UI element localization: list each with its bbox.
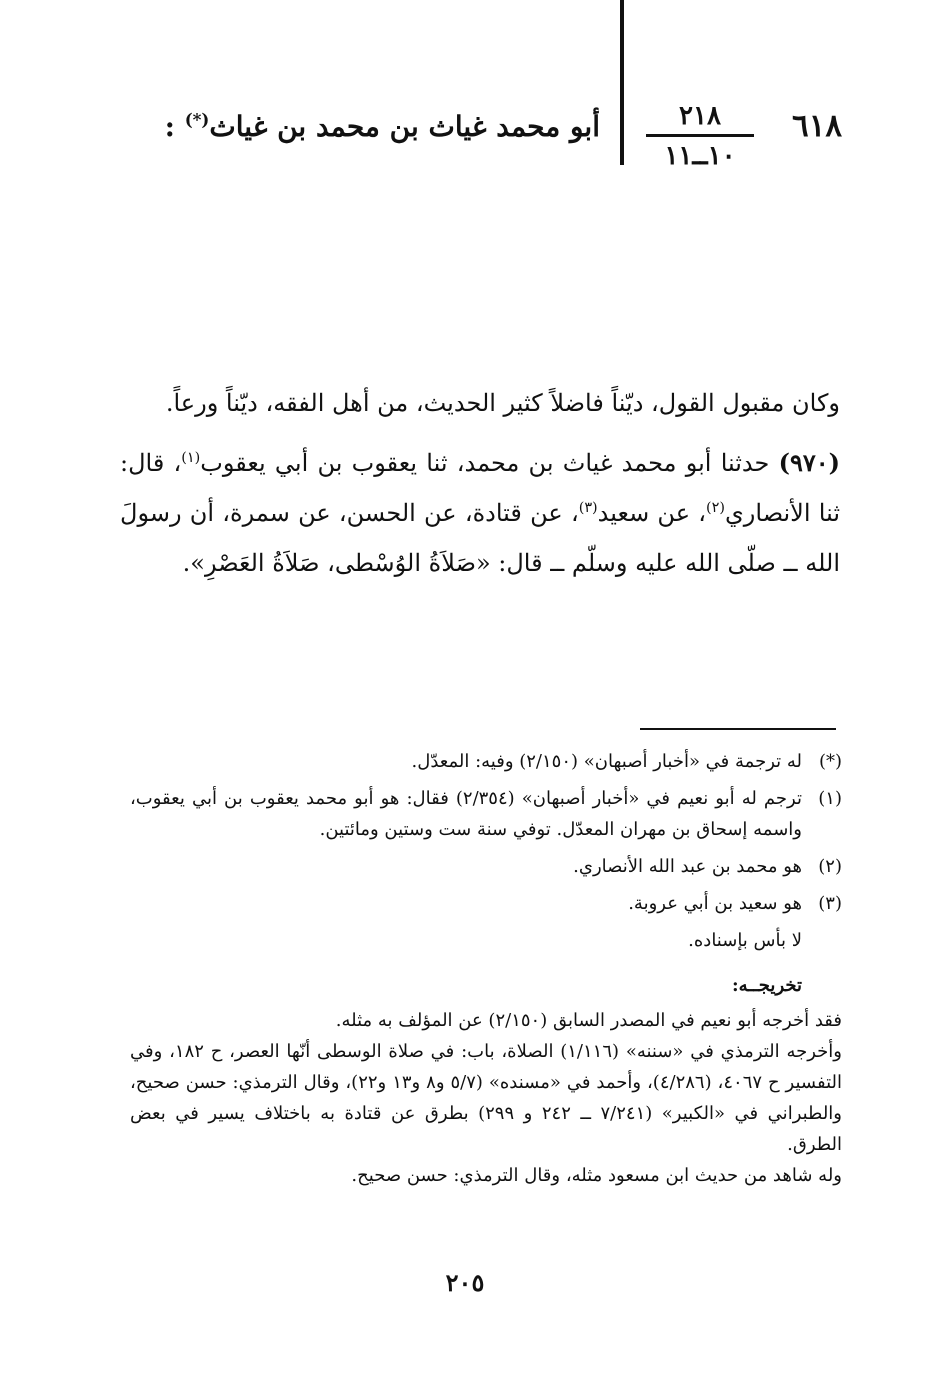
footnote-text: هو سعيد بن أبي عروبة.	[628, 893, 802, 914]
footnote-ref-1: (١)	[181, 450, 201, 466]
entry-title-colon: :	[164, 110, 175, 143]
page-number: ٢٠٥	[445, 1268, 485, 1297]
footnote-3	[130, 888, 842, 919]
footnote-text: له ترجمة في «أخبار أصبهان» (٢/١٥٠) وفيه: المعدّل.	[411, 751, 802, 772]
entry-title-footnote-mark: (*)	[184, 109, 210, 130]
footnotes	[130, 746, 842, 1191]
footnote-text: هو محمد بن عبد الله الأنصاري.	[573, 856, 802, 877]
entry-title	[150, 110, 600, 143]
hadith-chain-2: ، قال: ثنا الأنصاري	[120, 449, 841, 527]
takhrij-heading: تخريجــه:	[731, 975, 802, 996]
takhrij-paragraph: فقد أخرجه أبو نعيم في المصدر السابق (٢/١٥٠) عن المؤلف به مثله.	[335, 1010, 842, 1031]
entry-number: ٦١٨	[792, 108, 842, 144]
reference-top: ٢١٨	[679, 101, 721, 131]
reference-bottom: ١٠ــ١١	[664, 141, 736, 171]
entry-title-text: أبو محمد غياث بن محمد بن غياث	[209, 110, 600, 143]
main-text	[120, 378, 840, 598]
footnote-mark: (٣)	[818, 893, 842, 914]
grading-note: لا بأس بإسناده.	[688, 930, 802, 951]
footnote-1	[130, 783, 842, 845]
takhrij-paragraph: وأخرجه الترمذي في «سننه» (١/١١٦) الصلاة، باب: في صلاة الوسطى أنّها العصر، ح ١٨٢، وفي التفسير ح ٤٠٦٧، (٤/٢٨٦)، وأحمد في «مسنده» (٥/٧ و٨ و١٣ و٢٢)، وقال الترمذي: حسن صحيح، والطبراني في «الكبير» (٧/٢٤١ ــ ٢٤٢ و ٢٩٩) بطرق عن قتادة به باختلاف يسير في بعض الطرق.	[130, 1041, 842, 1155]
header-vertical-rule	[620, 0, 624, 165]
footnote-ref-3: (٣)	[578, 500, 598, 516]
biography-paragraph: وكان مقبول القول، ديّناً فاضلاً كثير الحديث، من أهل الفقه، ديّناً ورعاً.	[165, 389, 840, 417]
footnote-ref-2: (٢)	[706, 500, 725, 516]
hadith-chain-4: ، عن قتادة، عن الحسن، عن سمرة، أن رسولَ الله ــ صلّى الله عليه وسلّم ــ قال: «صَلاَةُ الوُسْطى، صَلاَةُ العَصْرِ».	[120, 499, 840, 577]
hadith-chain-1: حدثنا أبو محمد غياث بن محمد، ثنا يعقوب بن أبي يعقوب	[200, 449, 770, 477]
hadith-number: (٩٧٠)	[778, 448, 840, 477]
hadith-chain-3: ، عن سعيد	[597, 499, 707, 527]
footnote-text: ترجم له أبو نعيم في «أخبار أصبهان» (٢/٣٥٤) فقال: هو أبو محمد يعقوب بن أبي يعقوب، واسمه إسحاق بن مهران المعدّل. توفي سنة ست وستين ومائتين.	[130, 788, 802, 840]
fraction-line	[646, 134, 754, 137]
reference-fraction	[640, 100, 760, 173]
footnote-mark: (١)	[818, 788, 842, 809]
footnote-separator	[640, 728, 836, 730]
footnote-2	[130, 851, 842, 882]
takhrij-paragraph: وله شاهد من حديث ابن مسعود مثله، وقال الترمذي: حسن صحيح.	[351, 1165, 842, 1186]
footnote-star	[130, 746, 842, 777]
hadith-paragraph	[120, 438, 840, 588]
footnote-mark: (*)	[818, 751, 842, 772]
footnote-mark: (٢)	[818, 856, 842, 877]
